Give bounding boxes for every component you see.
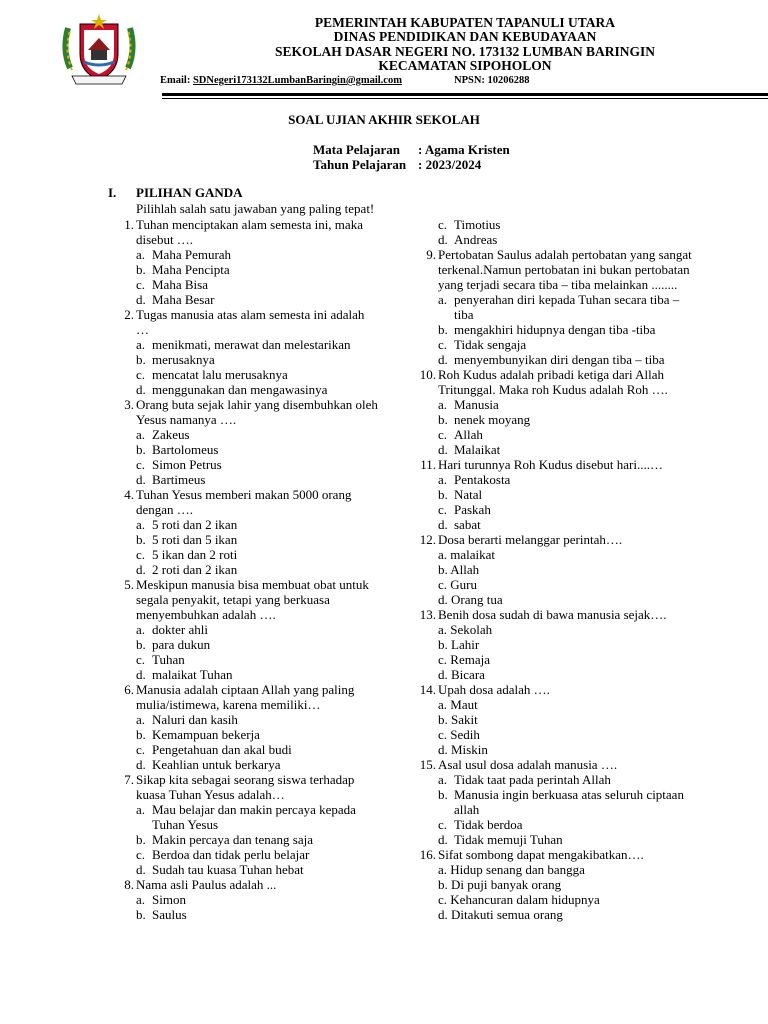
option-text: menggunakan dan mengawasinya bbox=[152, 382, 328, 397]
regency-emblem-icon bbox=[58, 10, 140, 90]
question-number: 16. bbox=[419, 847, 436, 862]
option-text: para dukun bbox=[152, 637, 211, 652]
answer-option bbox=[110, 457, 380, 472]
option-letter: d. bbox=[136, 292, 146, 307]
question-item bbox=[412, 367, 697, 397]
option-text: Tidak memuji Tuhan bbox=[454, 832, 563, 847]
option-letter: a. bbox=[136, 247, 146, 262]
answer-option bbox=[110, 292, 380, 307]
question-text: Sifat sombong dapat mengakibatkan…. bbox=[438, 847, 644, 862]
question-text: Sikap kita sebagai seorang siswa terhadap kuasa Tuhan Yesus adalah… bbox=[136, 772, 355, 802]
option-letter: d. bbox=[136, 472, 146, 487]
option-text: Bartimeus bbox=[152, 472, 206, 487]
kop-line-department: DINAS PENDIDIKAN DAN KEBUDAYAAN bbox=[333, 29, 597, 44]
option-letter: c. bbox=[136, 742, 146, 757]
question-text: Meskipun manusia bisa membuat obat untuk segala penyakit, tetapi yang berkuasa menyembuhkan adalah …. bbox=[136, 577, 369, 622]
option-letter: a. bbox=[438, 862, 448, 877]
option-letter: d. bbox=[438, 667, 448, 682]
option-letter: d. bbox=[438, 907, 448, 922]
question-text: Asal usul dosa adalah manusia …. bbox=[438, 757, 618, 772]
option-letter: d. bbox=[438, 442, 448, 457]
question-number: 2. bbox=[124, 307, 134, 322]
option-text: Simon bbox=[152, 892, 186, 907]
answer-option bbox=[412, 727, 697, 742]
option-text: Pentakosta bbox=[454, 472, 511, 487]
option-text: Manusia bbox=[454, 397, 499, 412]
option-text: Di puji banyak orang bbox=[451, 877, 562, 892]
question-number: 13. bbox=[419, 607, 436, 622]
option-text: menyembunyikan diri dengan tiba – tiba bbox=[454, 352, 665, 367]
option-text: 5 roti dan 2 ikan bbox=[152, 517, 238, 532]
answer-option bbox=[412, 637, 697, 652]
option-text: Makin percaya dan tenang saja bbox=[152, 832, 313, 847]
option-letter: d. bbox=[438, 517, 448, 532]
option-letter: d. bbox=[136, 667, 146, 682]
option-text: Zakeus bbox=[152, 427, 190, 442]
option-letter: c. bbox=[136, 547, 146, 562]
answer-option bbox=[412, 862, 697, 877]
answer-option bbox=[412, 652, 697, 667]
question-column-left bbox=[110, 217, 380, 922]
option-text: Allah bbox=[450, 562, 480, 577]
option-letter: d. bbox=[438, 592, 448, 607]
option-letter: b. bbox=[438, 322, 448, 337]
option-letter: c. bbox=[438, 652, 448, 667]
option-letter: b. bbox=[438, 787, 448, 802]
option-letter: c. bbox=[438, 577, 448, 592]
option-text: Kemampuan bekerja bbox=[152, 727, 260, 742]
option-text: Maha Pemurah bbox=[152, 247, 232, 262]
option-letter: a. bbox=[438, 547, 448, 562]
option-text: Orang tua bbox=[451, 592, 503, 607]
answer-option bbox=[110, 367, 380, 382]
option-letter: b. bbox=[136, 907, 146, 922]
answer-option bbox=[110, 757, 380, 772]
option-letter: b. bbox=[438, 412, 448, 427]
answer-option bbox=[412, 892, 697, 907]
question-text: Tuhan Yesus memberi makan 5000 orang dengan …. bbox=[136, 487, 352, 517]
question-text: Roh Kudus adalah pribadi ketiga dari Allah Tritunggal. Maka roh Kudus adalah Roh …. bbox=[438, 367, 668, 397]
option-letter: d. bbox=[438, 832, 448, 847]
option-letter: d. bbox=[438, 232, 448, 247]
option-letter: a. bbox=[136, 517, 146, 532]
answer-option bbox=[412, 787, 697, 817]
option-text: Maut bbox=[450, 697, 478, 712]
option-letter: c. bbox=[438, 337, 448, 352]
option-letter: b. bbox=[136, 532, 146, 547]
option-letter: d. bbox=[136, 757, 146, 772]
question-item bbox=[412, 757, 697, 772]
option-letter: a. bbox=[438, 622, 448, 637]
answer-option bbox=[412, 907, 697, 922]
kop-line-school: SEKOLAH DASAR NEGERI NO. 173132 LUMBAN BARINGIN bbox=[275, 44, 655, 59]
answer-option bbox=[412, 442, 697, 457]
question-number: 5. bbox=[124, 577, 134, 592]
answer-option bbox=[110, 907, 380, 922]
option-letter: c. bbox=[136, 367, 146, 382]
answer-option bbox=[110, 382, 380, 397]
answer-option bbox=[110, 712, 380, 727]
section-instruction: Pilihlah salah satu jawaban yang paling tepat! bbox=[136, 201, 375, 216]
answer-option bbox=[110, 862, 380, 877]
option-text: mencatat lalu merusaknya bbox=[152, 367, 288, 382]
option-letter: d. bbox=[438, 352, 448, 367]
option-text: Sudah tau kuasa Tuhan hebat bbox=[152, 862, 304, 877]
answer-option bbox=[412, 592, 697, 607]
option-text: Keahlian untuk berkarya bbox=[152, 757, 281, 772]
option-letter: a. bbox=[136, 802, 146, 817]
section-title: PILIHAN GANDA bbox=[136, 185, 243, 200]
subject-label: Mata Pelajaran bbox=[313, 142, 401, 157]
answer-option bbox=[110, 667, 380, 682]
answer-option bbox=[110, 637, 380, 652]
option-text: Bartolomeus bbox=[152, 442, 219, 457]
answer-option bbox=[412, 487, 697, 502]
answer-option bbox=[412, 562, 697, 577]
question-item bbox=[110, 682, 380, 712]
answer-option bbox=[412, 217, 697, 232]
option-text: Tuhan bbox=[152, 652, 185, 667]
question-number: 7. bbox=[124, 772, 134, 787]
option-text: Bicara bbox=[451, 667, 485, 682]
answer-option bbox=[110, 727, 380, 742]
option-letter: c. bbox=[438, 817, 448, 832]
answer-option bbox=[110, 832, 380, 847]
option-text: 5 roti dan 5 ikan bbox=[152, 532, 238, 547]
option-letter: c. bbox=[136, 652, 146, 667]
option-letter: a. bbox=[438, 697, 448, 712]
option-letter: d. bbox=[136, 862, 146, 877]
year-label: Tahun Pelajaran bbox=[313, 157, 407, 172]
question-item bbox=[412, 847, 697, 862]
question-number: 15. bbox=[419, 757, 436, 772]
answer-option bbox=[110, 517, 380, 532]
question-item bbox=[412, 607, 697, 622]
question-item bbox=[110, 217, 380, 247]
answer-option bbox=[412, 517, 697, 532]
answer-option bbox=[110, 442, 380, 457]
option-text: Maha Besar bbox=[152, 292, 215, 307]
question-text: Upah dosa adalah …. bbox=[438, 682, 550, 697]
letterhead bbox=[0, 0, 768, 100]
answer-option bbox=[412, 352, 697, 367]
question-number: 3. bbox=[124, 397, 134, 412]
option-letter: b. bbox=[136, 832, 146, 847]
question-text: Benih dosa sudah di bawa manusia sejak…. bbox=[438, 607, 667, 622]
npsn-text: NPSN: 10206288 bbox=[454, 75, 530, 86]
question-item bbox=[110, 577, 380, 622]
option-letter: a. bbox=[136, 712, 146, 727]
answer-option bbox=[412, 547, 697, 562]
question-item bbox=[110, 487, 380, 517]
question-item bbox=[110, 397, 380, 427]
question-text: Tugas manusia atas alam semesta ini adalah … bbox=[136, 307, 365, 337]
option-letter: a. bbox=[438, 397, 448, 412]
answer-option bbox=[412, 427, 697, 442]
option-text: Mau belajar dan makin percaya kepada Tuhan Yesus bbox=[152, 802, 356, 832]
option-text: Simon Petrus bbox=[152, 457, 222, 472]
section-number: I. bbox=[108, 185, 117, 200]
question-number: 6. bbox=[124, 682, 134, 697]
option-text: Allah bbox=[454, 427, 483, 442]
answer-option bbox=[412, 292, 697, 322]
option-text: malaikat bbox=[450, 547, 496, 562]
option-text: 2 roti dan 2 ikan bbox=[152, 562, 238, 577]
option-text: Berdoa dan tidak perlu belajar bbox=[152, 847, 310, 862]
option-text: Tidak taat pada perintah Allah bbox=[454, 772, 611, 787]
answer-option bbox=[412, 337, 697, 352]
option-text: Naluri dan kasih bbox=[152, 712, 238, 727]
option-letter: c. bbox=[136, 457, 146, 472]
question-text: Pertobatan Saulus adalah pertobatan yang sangat terkenal.Namun pertobatan ini bukan pertobatan yang terjadi secara tiba – tiba melainkan ........ bbox=[438, 247, 692, 292]
option-text: Ditakuti semua orang bbox=[451, 907, 563, 922]
answer-option bbox=[412, 817, 697, 832]
option-text: nenek moyang bbox=[454, 412, 531, 427]
option-text: malaikat Tuhan bbox=[152, 667, 233, 682]
question-number: 10. bbox=[419, 367, 436, 382]
option-letter: d. bbox=[438, 742, 448, 757]
answer-option bbox=[412, 697, 697, 712]
answer-option bbox=[110, 337, 380, 352]
question-number: 8. bbox=[124, 877, 134, 892]
option-letter: c. bbox=[136, 277, 146, 292]
question-item bbox=[110, 772, 380, 802]
question-number: 1. bbox=[124, 217, 134, 232]
option-letter: b. bbox=[438, 877, 448, 892]
option-text: Timotius bbox=[454, 217, 501, 232]
option-letter: a. bbox=[136, 892, 146, 907]
question-number: 9. bbox=[426, 247, 436, 262]
option-text: Natal bbox=[454, 487, 483, 502]
option-text: penyerahan diri kepada Tuhan secara tiba – tiba bbox=[454, 292, 680, 322]
answer-option bbox=[110, 622, 380, 637]
option-letter: a. bbox=[438, 472, 448, 487]
option-letter: c. bbox=[438, 217, 448, 232]
answer-option bbox=[412, 577, 697, 592]
option-letter: b. bbox=[438, 562, 448, 577]
answer-option bbox=[412, 742, 697, 757]
answer-option bbox=[110, 352, 380, 367]
option-letter: c. bbox=[136, 847, 146, 862]
option-text: merusaknya bbox=[152, 352, 215, 367]
answer-option bbox=[110, 547, 380, 562]
question-text: Dosa berarti melanggar perintah…. bbox=[438, 532, 623, 547]
answer-option bbox=[110, 742, 380, 757]
answer-option bbox=[110, 847, 380, 862]
question-number: 11. bbox=[420, 457, 436, 472]
answer-option bbox=[110, 532, 380, 547]
answer-option bbox=[412, 772, 697, 787]
option-text: Paskah bbox=[454, 502, 491, 517]
option-text: 5 ikan dan 2 roti bbox=[152, 547, 238, 562]
option-letter: a. bbox=[136, 622, 146, 637]
option-text: Remaja bbox=[450, 652, 490, 667]
option-letter: a. bbox=[438, 292, 448, 307]
answer-option bbox=[412, 397, 697, 412]
question-item bbox=[412, 682, 697, 697]
answer-option bbox=[412, 832, 697, 847]
year-value: : 2023/2024 bbox=[418, 157, 482, 172]
letterhead-rule-thick bbox=[162, 93, 768, 96]
option-letter: d. bbox=[136, 382, 146, 397]
question-item bbox=[412, 457, 697, 472]
answer-option bbox=[412, 622, 697, 637]
answer-option bbox=[412, 667, 697, 682]
question-column-right bbox=[412, 217, 697, 922]
option-letter: c. bbox=[438, 727, 448, 742]
option-text: Lahir bbox=[451, 637, 480, 652]
answer-option bbox=[412, 232, 697, 247]
option-text: dokter ahli bbox=[152, 622, 208, 637]
email-link[interactable]: SDNegeri173132LumbanBaringin@gmail.com bbox=[192, 75, 402, 86]
answer-option bbox=[110, 892, 380, 907]
question-text: Tuhan menciptakan alam semesta ini, maka disebut …. bbox=[136, 217, 363, 247]
option-text: Malaikat bbox=[454, 442, 501, 457]
answer-option bbox=[110, 562, 380, 577]
answer-option bbox=[412, 412, 697, 427]
kop-contact bbox=[160, 75, 402, 86]
option-letter: b. bbox=[438, 487, 448, 502]
option-text: Sakit bbox=[451, 712, 478, 727]
exam-title: SOAL UJIAN AKHIR SEKOLAH bbox=[288, 112, 480, 127]
option-letter: a. bbox=[438, 772, 448, 787]
question-item bbox=[110, 307, 380, 337]
option-text: Sekolah bbox=[450, 622, 493, 637]
question-item bbox=[412, 247, 697, 292]
option-text: Saulus bbox=[152, 907, 187, 922]
option-text: Maha Bisa bbox=[152, 277, 208, 292]
option-letter: b. bbox=[136, 442, 146, 457]
answer-option bbox=[110, 472, 380, 487]
question-number: 4. bbox=[124, 487, 134, 502]
kop-line-government: PEMERINTAH KABUPATEN TAPANULI UTARA bbox=[314, 15, 616, 30]
email-label: Email: bbox=[160, 75, 191, 86]
option-text: Sedih bbox=[450, 727, 480, 742]
year-row bbox=[313, 157, 481, 173]
option-letter: b. bbox=[438, 712, 448, 727]
option-text: Hidup senang dan bangga bbox=[450, 862, 585, 877]
option-letter: d. bbox=[136, 562, 146, 577]
option-text: Manusia ingin berkuasa atas seluruh ciptaan allah bbox=[454, 787, 684, 817]
option-text: Maha Pencipta bbox=[152, 262, 230, 277]
question-number: 12. bbox=[419, 532, 436, 547]
option-text: Pengetahuan dan akal budi bbox=[152, 742, 292, 757]
option-letter: c. bbox=[438, 892, 448, 907]
question-number: 14. bbox=[419, 682, 436, 697]
answer-option bbox=[110, 427, 380, 442]
question-text: Nama asli Paulus adalah ... bbox=[136, 877, 277, 892]
answer-option bbox=[412, 877, 697, 892]
question-text: Manusia adalah ciptaan Allah yang paling mulia/istimewa, karena memiliki… bbox=[136, 682, 355, 712]
answer-option bbox=[110, 802, 380, 832]
option-text: sabat bbox=[454, 517, 481, 532]
subject-row bbox=[313, 142, 510, 158]
option-letter: c. bbox=[438, 502, 448, 517]
option-text: Tidak sengaja bbox=[454, 337, 527, 352]
question-item bbox=[110, 877, 380, 892]
kop-line-district: KECAMATAN SIPOHOLON bbox=[378, 58, 552, 73]
answer-option bbox=[412, 502, 697, 517]
subject-value: : Agama Kristen bbox=[418, 142, 510, 157]
option-letter: b. bbox=[136, 727, 146, 742]
option-letter: a. bbox=[136, 427, 146, 442]
option-text: menikmati, merawat dan melestarikan bbox=[152, 337, 351, 352]
section-heading bbox=[108, 185, 243, 201]
question-text: Orang buta sejak lahir yang disembuhkan oleh Yesus namanya …. bbox=[136, 397, 378, 427]
answer-option bbox=[412, 472, 697, 487]
letterhead-rule-thin bbox=[162, 98, 768, 99]
answer-option bbox=[110, 277, 380, 292]
option-text: Guru bbox=[450, 577, 477, 592]
answer-option bbox=[412, 322, 697, 337]
answer-option bbox=[110, 652, 380, 667]
question-item bbox=[412, 532, 697, 547]
option-letter: b. bbox=[136, 352, 146, 367]
option-text: Andreas bbox=[454, 232, 498, 247]
option-letter: a. bbox=[136, 337, 146, 352]
option-text: Miskin bbox=[451, 742, 488, 757]
option-text: mengakhiri hidupnya dengan tiba -tiba bbox=[454, 322, 656, 337]
answer-option bbox=[110, 262, 380, 277]
option-text: Tidak berdoa bbox=[454, 817, 523, 832]
answer-option bbox=[110, 247, 380, 262]
option-letter: b. bbox=[136, 637, 146, 652]
option-letter: c. bbox=[438, 427, 448, 442]
option-text: Kehancuran dalam hidupnya bbox=[450, 892, 600, 907]
answer-option bbox=[412, 712, 697, 727]
option-letter: b. bbox=[438, 637, 448, 652]
question-text: Hari turunnya Roh Kudus disebut hari....… bbox=[438, 457, 663, 472]
option-letter: b. bbox=[136, 262, 146, 277]
